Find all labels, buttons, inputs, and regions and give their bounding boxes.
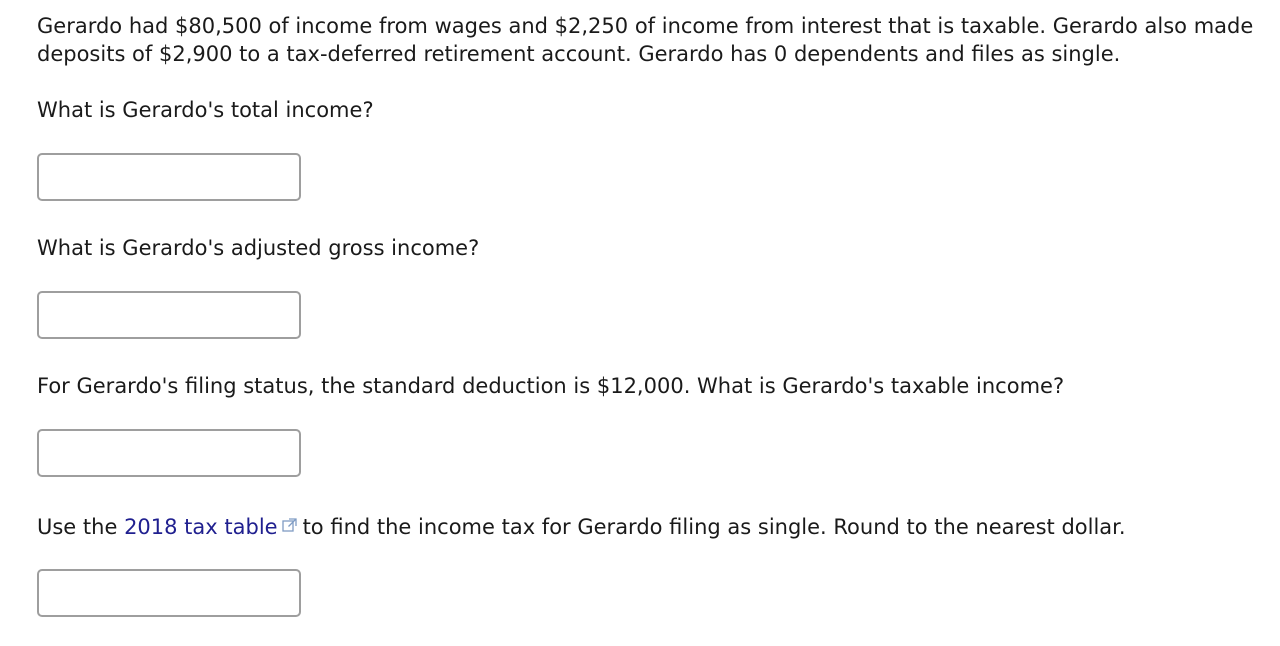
question-income-tax-suffix: to find the income tax for Gerardo filing as single. Round to the nearest dollar.: [302, 515, 1126, 539]
tax-table-link[interactable]: 2018 tax table: [124, 515, 278, 539]
total-income-input[interactable]: [37, 153, 301, 201]
problem-statement: Gerardo had $80,500 of income from wages and $2,250 of income from interest that is taxable. Gerardo also made deposits of $2,900 to a tax-deferred retirement account. Gerardo has 0 dependents and files as single.: [37, 14, 1254, 66]
question-income-tax-prefix: Use the: [37, 515, 118, 539]
question-adjusted-gross-income: What is Gerardo's adjusted gross income?: [37, 236, 480, 260]
question-total-income: What is Gerardo's total income?: [37, 98, 374, 122]
adjusted-gross-income-input[interactable]: [37, 291, 301, 339]
taxable-income-input[interactable]: [37, 429, 301, 477]
external-link-icon[interactable]: [282, 512, 297, 527]
income-tax-input[interactable]: [37, 569, 301, 617]
question-income-tax: [37, 512, 1126, 541]
question-taxable-income: For Gerardo's filing status, the standard deduction is $12,000. What is Gerardo's taxable income?: [37, 374, 1065, 398]
